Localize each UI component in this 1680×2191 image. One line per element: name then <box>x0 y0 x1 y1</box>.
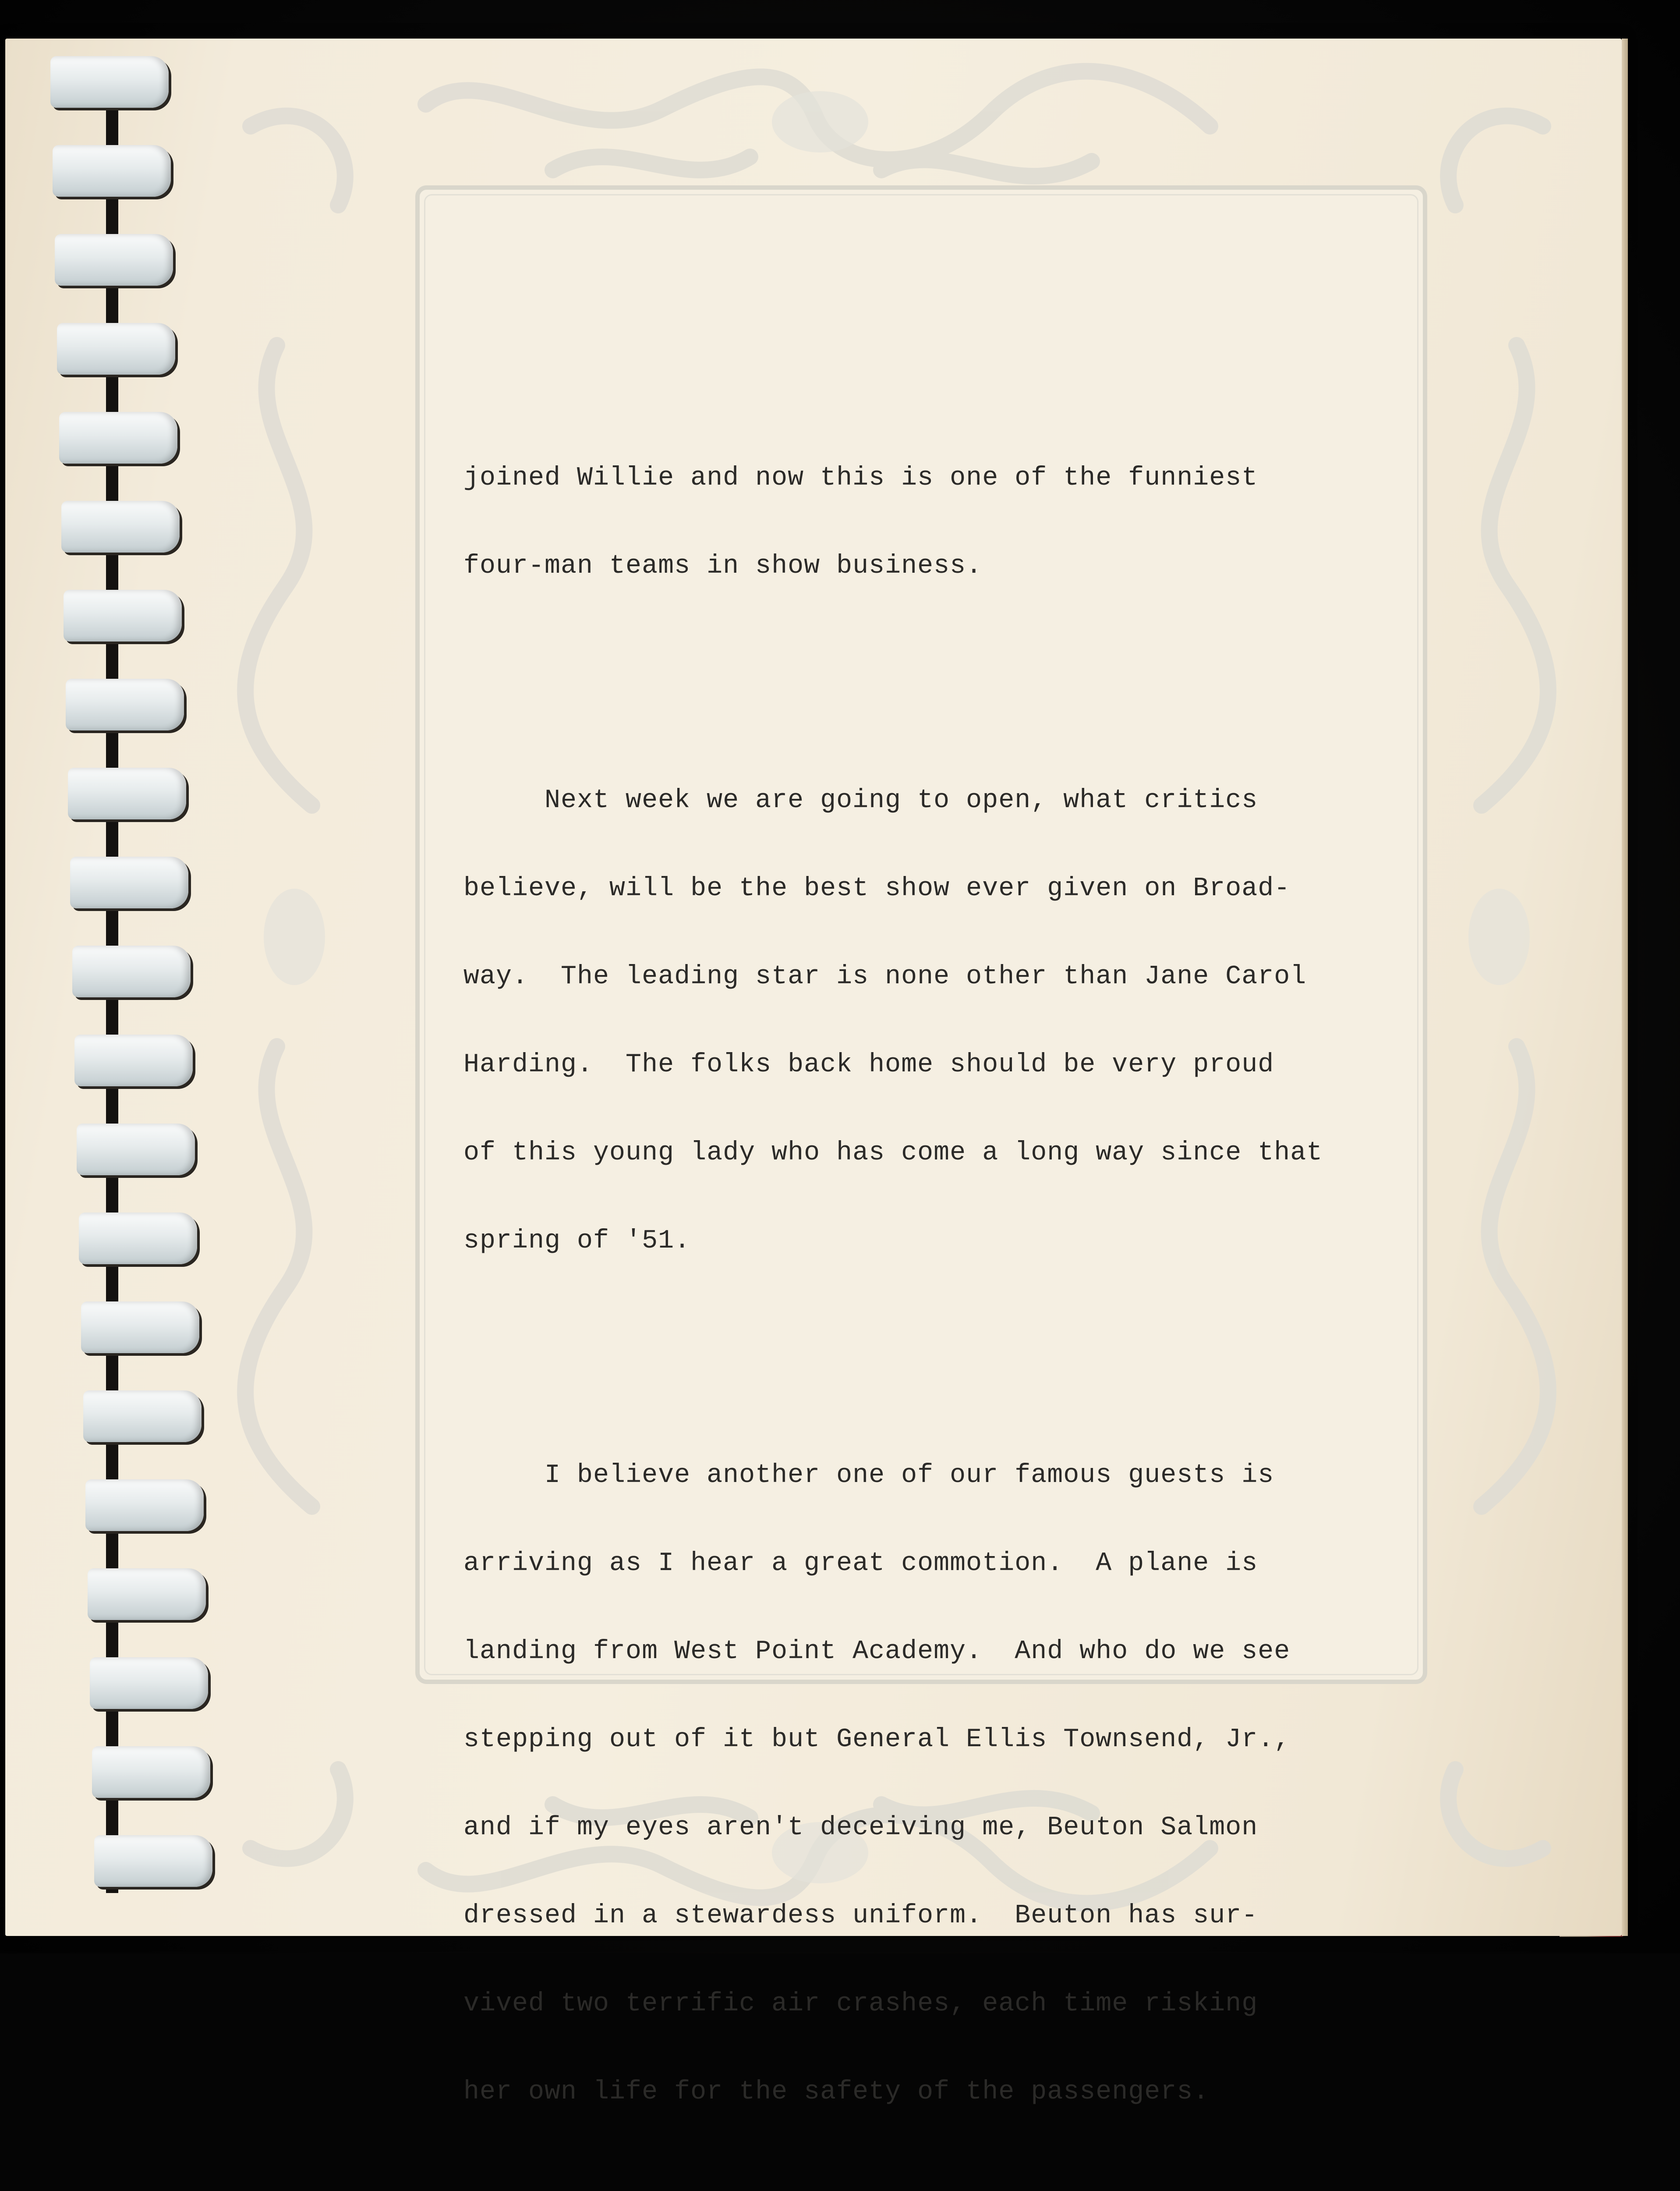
text-line: Next week we are going to open, what critics <box>463 786 1258 815</box>
binding-ring <box>77 1124 195 1175</box>
binding-ring <box>92 1746 210 1798</box>
binding-ring <box>79 1212 197 1264</box>
binding-ring <box>55 234 173 286</box>
text-line: landing from West Point Academy. And who do we see <box>463 1637 1291 1666</box>
binding-ring <box>90 1657 208 1709</box>
text-line: her own life for the safety of the passengers. <box>463 2077 1210 2107</box>
typed-text-block <box>463 346 1418 2191</box>
text-line: spring of '51. <box>463 1226 691 1256</box>
text-line: four-man teams in show business. <box>463 551 983 581</box>
text-line: stepping out of it but General Ellis Townsend, Jr., <box>463 1725 1291 1755</box>
binding-ring <box>57 323 175 375</box>
binding-ring <box>61 501 180 553</box>
text-line: believe, will be the best show ever given on Broad- <box>463 874 1291 904</box>
binding-ring <box>94 1835 212 1887</box>
binding-ring <box>72 946 191 997</box>
text-line: joined Willie and now this is one of the funniest <box>463 463 1258 493</box>
text-line: way. The leading star is none other than Jane Carol <box>463 962 1307 992</box>
text-line: I believe another one of our famous guests is <box>463 1461 1274 1490</box>
text-line: and if my eyes aren't deceiving me, Beuton Salmon <box>463 1813 1258 1843</box>
text-line: dressed in a stewardess uniform. Beuton has sur- <box>463 1901 1258 1931</box>
paragraph <box>463 405 1418 640</box>
binding-ring <box>59 412 177 464</box>
text-line: arriving as I hear a great commotion. A plane is <box>463 1549 1258 1578</box>
spiral-binding <box>0 0 228 1953</box>
binding-ring <box>50 56 169 108</box>
text-line: vived two terrific air crashes, each time risking <box>463 1989 1258 2019</box>
binding-ring <box>66 679 184 730</box>
paragraph <box>463 727 1418 1315</box>
paragraph <box>463 1402 1418 2166</box>
binding-ring <box>68 768 186 819</box>
text-line: Harding. The folks back home should be very proud <box>463 1050 1274 1080</box>
page-edge <box>1622 39 1628 1936</box>
binding-ring <box>88 1568 206 1620</box>
binding-ring <box>81 1301 199 1353</box>
binding-ring <box>85 1479 204 1531</box>
binding-ring <box>74 1035 193 1086</box>
binding-ring <box>64 590 182 642</box>
binding-ring <box>83 1390 202 1442</box>
binding-ring <box>70 857 188 908</box>
binding-ring <box>53 145 171 197</box>
text-line: of this young lady who has come a long way since that <box>463 1138 1323 1168</box>
